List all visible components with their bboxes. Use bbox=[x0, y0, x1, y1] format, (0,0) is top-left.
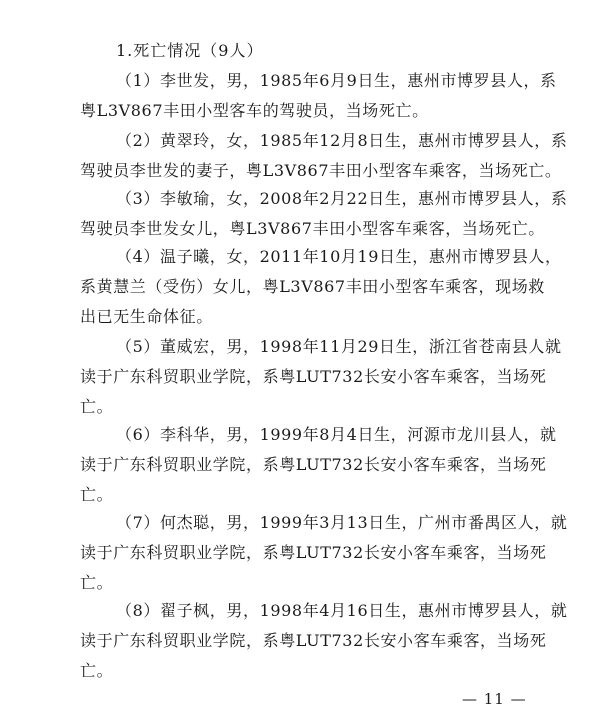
entry-line: （2）黄翠玲，女，1985年12月8日生，惠州市博罗县人，系 bbox=[116, 131, 568, 150]
entry-line: 读于广东科贸职业学院，系粤LUT732长安小客车乘客，当场死 bbox=[80, 367, 547, 386]
entry-line: （1）李世发，男，1985年6月9日生，惠州市博罗县人，系 bbox=[116, 71, 557, 90]
entry-line: （5）董威宏，男，1998年11月29日生，浙江省苍南县人就 bbox=[116, 337, 562, 356]
entry-line: （3）李敏瑜，女，2008年2月22日生，惠州市博罗县人，系 bbox=[116, 189, 568, 208]
entry-line: 驾驶员李世发的妻子，粤L3V867丰田小型客车乘客，当场死亡。 bbox=[80, 161, 562, 180]
entry-line: （8）翟子枫，男，1998年4月16日生，惠州市博罗县人，就 bbox=[116, 601, 568, 620]
entry-2 bbox=[80, 126, 568, 186]
entry-line: 粤L3V867丰田小型客车的驾驶员，当场死亡。 bbox=[80, 101, 429, 120]
entry-line: 亡。 bbox=[80, 661, 114, 680]
entry-line: 出已无生命体征。 bbox=[80, 307, 213, 326]
entry-4 bbox=[80, 242, 562, 332]
entry-line: 读于广东科贸职业学院，系粤LUT732长安小客车乘客，当场死 bbox=[80, 631, 547, 650]
entry-line: （4）温子曦，女，2011年10月19日生，惠州市博罗县人， bbox=[116, 247, 562, 266]
entry-3 bbox=[80, 184, 568, 244]
entry-6 bbox=[80, 420, 557, 510]
entry-8 bbox=[80, 596, 568, 686]
entry-line: （6）李科华，男，1999年8月4日生，河源市龙川县人，就 bbox=[116, 425, 557, 444]
entry-line: （7）何杰聪，男，1999年3月13日生，广州市番禺区人，就 bbox=[116, 513, 568, 532]
entry-line: 亡。 bbox=[80, 397, 114, 416]
entry-line: 读于广东科贸职业学院，系粤LUT732长安小客车乘客，当场死 bbox=[80, 543, 547, 562]
page-number: — 11 — bbox=[462, 690, 527, 708]
entry-line: 亡。 bbox=[80, 485, 114, 504]
entry-line: 读于广东科贸职业学院，系粤LUT732长安小客车乘客，当场死 bbox=[80, 455, 547, 474]
entry-1 bbox=[80, 66, 557, 126]
entry-line: 系黄慧兰（受伤）女儿，粤L3V867丰田小型客车乘客，现场救 bbox=[80, 277, 545, 296]
entry-line: 亡。 bbox=[80, 573, 114, 592]
entry-7 bbox=[80, 508, 568, 598]
entry-5 bbox=[80, 332, 562, 422]
section-heading: 1.死亡情况（9人） bbox=[116, 41, 264, 60]
entry-line: 驾驶员李世发女儿，粤L3V867丰田小型客车乘客，当场死亡。 bbox=[80, 219, 545, 238]
